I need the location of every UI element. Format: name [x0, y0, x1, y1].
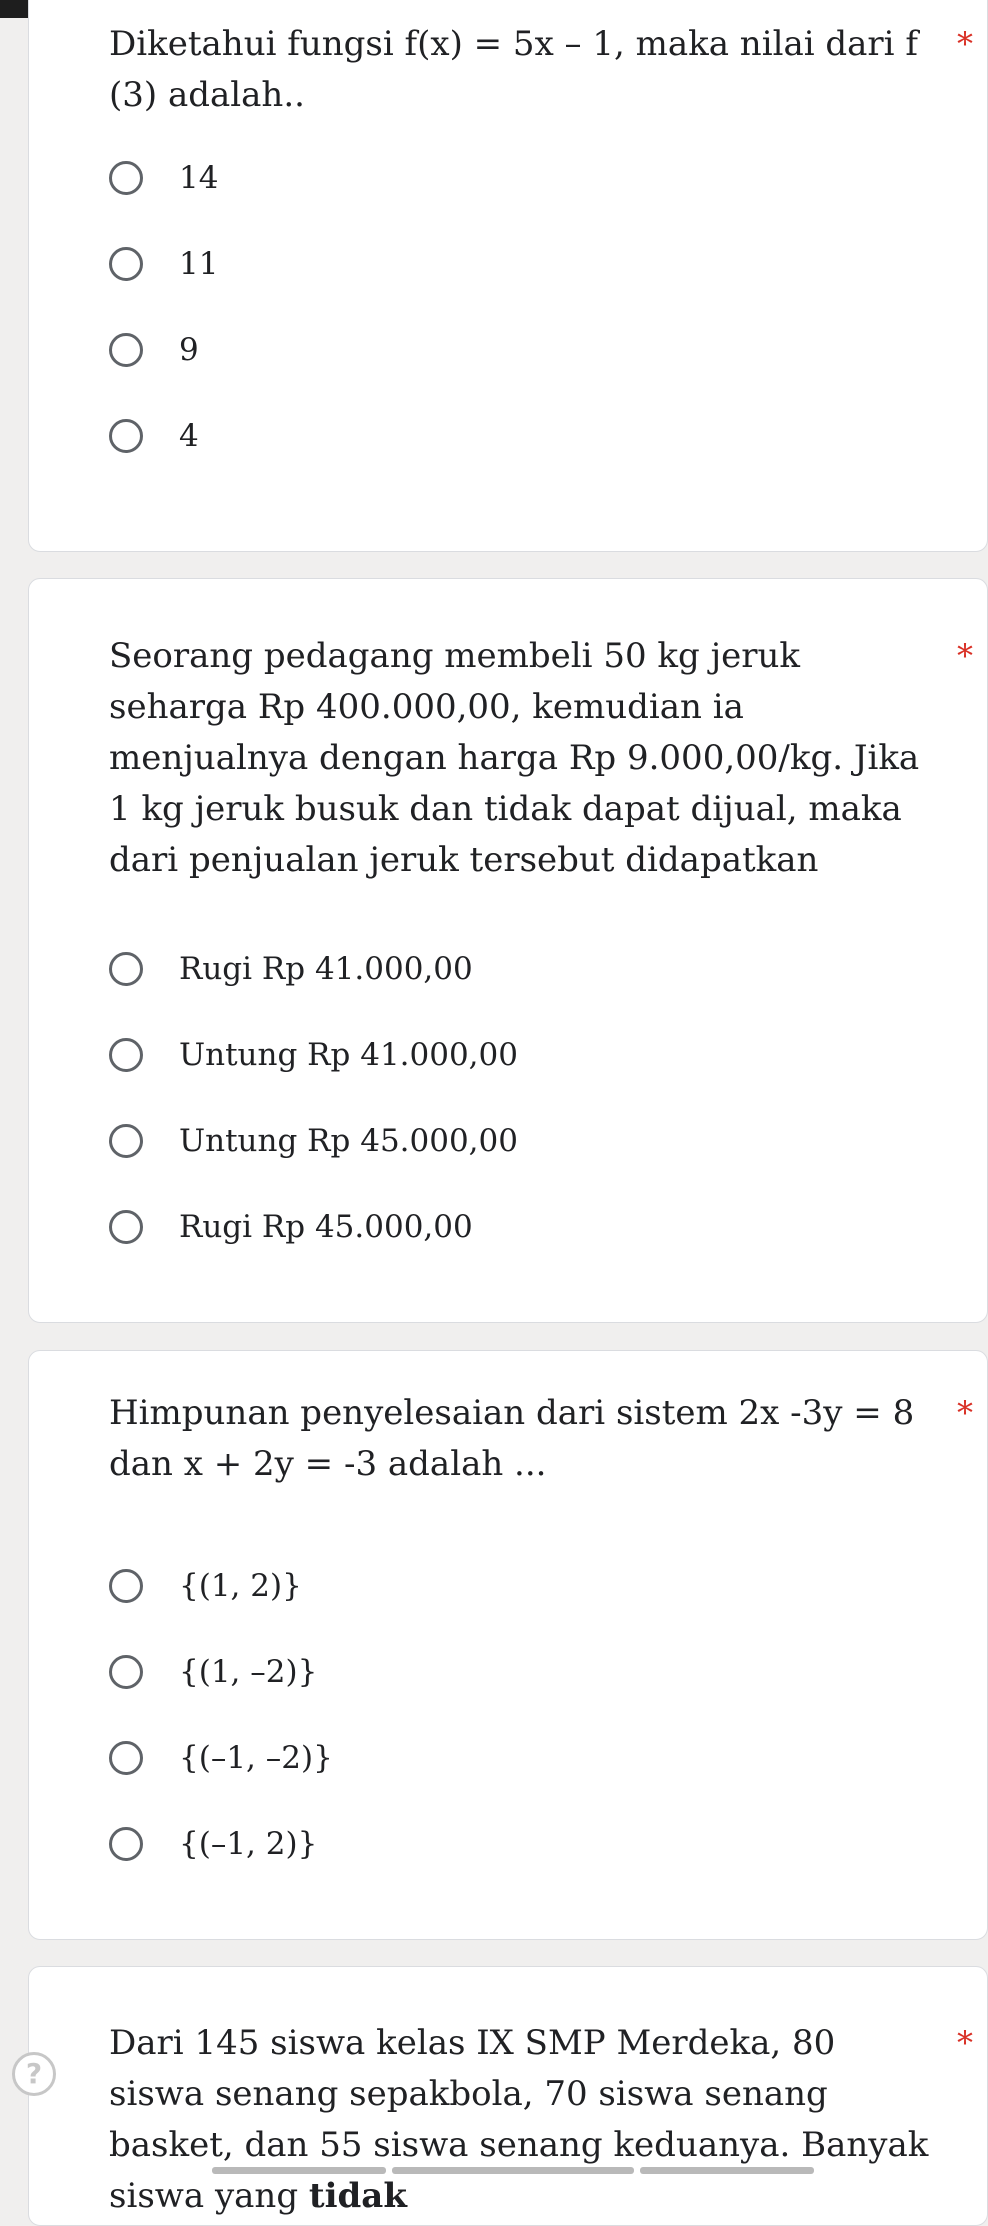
question-text: Seorang pedagang membeli 50 kg jeruk seharga Rp 400.000,00, kemudian ia menjualnya dengan harga Rp 9.000,00/kg. Jika 1 kg jeruk busuk dan tidak dapat dijual, maka dari penjualan jeruk tersebut didapatkan	[109, 636, 920, 880]
question-card-1	[28, 0, 988, 552]
option-radio[interactable]	[109, 239, 218, 289]
required-asterisk: *	[957, 1394, 973, 1432]
option-radio[interactable]	[109, 1202, 473, 1252]
question-text	[109, 2018, 939, 2222]
question-text: Himpunan penyelesaian dari sistem 2x -3y = 8 dan x + 2y = -3 adalah ...	[109, 1393, 915, 1484]
radio-icon[interactable]	[109, 1655, 143, 1689]
bottom-scroll-indicator	[392, 2167, 634, 2174]
option-radio[interactable]	[109, 944, 473, 994]
option-radio[interactable]	[109, 153, 218, 203]
radio-icon[interactable]	[109, 1038, 143, 1072]
option-label: {(–1, –2)}	[179, 1740, 333, 1776]
radio-icon[interactable]	[109, 419, 143, 453]
option-label: 11	[179, 246, 219, 282]
required-asterisk: *	[957, 25, 973, 63]
radio-icon[interactable]	[109, 1569, 143, 1603]
option-radio[interactable]	[109, 1116, 518, 1166]
radio-icon[interactable]	[109, 247, 143, 281]
option-radio[interactable]	[109, 1561, 302, 1611]
option-label: 4	[179, 418, 199, 454]
radio-icon[interactable]	[109, 1741, 143, 1775]
option-label: Untung Rp 45.000,00	[179, 1123, 518, 1159]
question-card-4	[28, 1966, 988, 2226]
option-radio[interactable]	[109, 325, 199, 375]
question-text-part: Dari 145 siswa kelas IX SMP Merdeka, 80 siswa senang sepakbola, 70 siswa senang basket, dan 55 siswa senang keduanya. Banyak siswa yang	[109, 2023, 929, 2216]
required-asterisk: *	[957, 2024, 973, 2062]
option-radio[interactable]	[109, 1030, 518, 1080]
question-text-bold: tidak	[308, 2176, 407, 2216]
required-asterisk: *	[957, 637, 973, 675]
option-radio[interactable]	[109, 411, 199, 461]
radio-icon[interactable]	[109, 161, 143, 195]
bottom-scroll-indicator	[212, 2167, 386, 2174]
help-icon[interactable]: ?	[12, 2052, 56, 2096]
question-card-3	[28, 1350, 988, 1940]
option-label: Rugi Rp 41.000,00	[179, 951, 473, 987]
option-radio[interactable]	[109, 1647, 317, 1697]
question-text: Diketahui fungsi f(x) = 5x – 1, maka nilai dari f (3) adalah..	[109, 24, 918, 115]
question-card-2	[28, 578, 988, 1323]
option-label: 14	[179, 160, 219, 196]
radio-icon[interactable]	[109, 333, 143, 367]
radio-icon[interactable]	[109, 1210, 143, 1244]
option-label: {(–1, 2)}	[179, 1826, 318, 1862]
option-label: Untung Rp 41.000,00	[179, 1037, 518, 1073]
option-label: {(1, –2)}	[179, 1654, 318, 1690]
bottom-scroll-indicator	[640, 2167, 814, 2174]
option-label: Rugi Rp 45.000,00	[179, 1209, 473, 1245]
option-label: 9	[179, 332, 199, 368]
option-label: {(1, 2)}	[179, 1568, 302, 1604]
option-radio[interactable]	[109, 1733, 333, 1783]
option-radio[interactable]	[109, 1819, 317, 1869]
radio-icon[interactable]	[109, 1124, 143, 1158]
radio-icon[interactable]	[109, 952, 143, 986]
radio-icon[interactable]	[109, 1827, 143, 1861]
